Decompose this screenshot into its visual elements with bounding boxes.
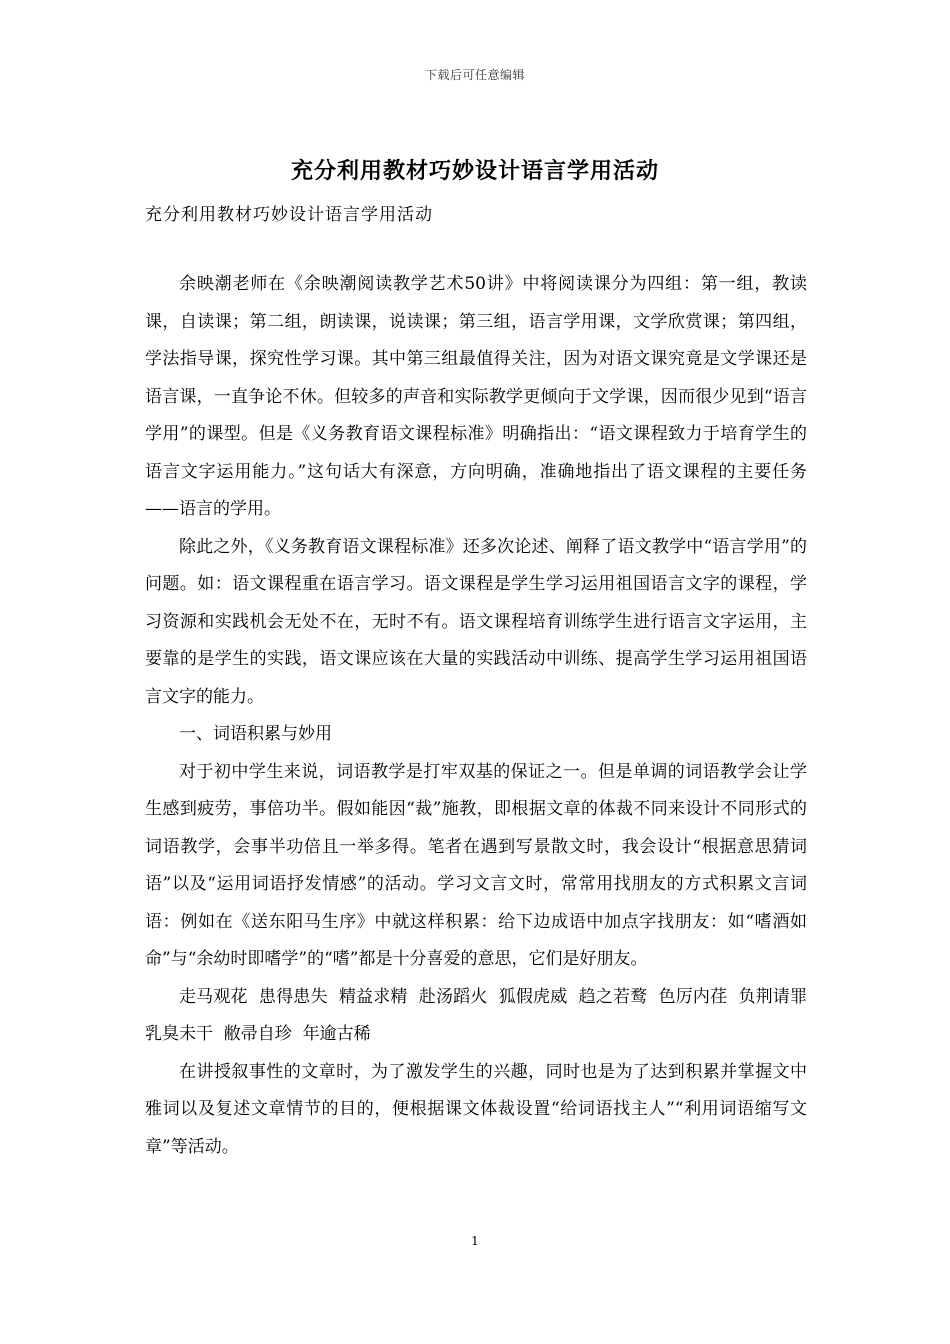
header-note: 下载后可任意编辑 <box>424 68 525 82</box>
section-heading: 一、词语积累与妙用 <box>179 724 332 744</box>
idiom-list: 走马观花 患得患失 精益求精 赴汤蹈火 狐假虎威 趋之若鹜 色厉内荏 负荆请罪 乳臭未干 敝帚自珍 年逾古稀 <box>145 986 818 1044</box>
paragraph: 余映潮老师在《余映潮阅读教学艺术50讲》中将阅读课分为四组：第一组，教读课，自读课；第二组，朗读课，说读课；第三组，语言学用课，文学欣赏课；第四组，学法指导课，探究性学习课。其中第三组最值得关注，因为对语文课究竟是文学课还是语言课，一直争论不休。但较多的声音和实际教学更倾向于文学课，因而很少见到“语言学用”的课型。但是《义务教育语文课程标准》明确指出：“语文课程致力于培育学生的语言文字运用能力。”这句话大有深意，方向明确，准确地指出了语文课程的主要任务——语言的学用。 <box>145 274 807 519</box>
paragraph: 除此之外，《义务教育语文课程标准》还多次论述、阐释了语文教学中“语言学用”的问题。如：语文课程重在语言学习。语文课程是学生学习运用祖国语言文字的课程，学习资源和实践机会无处不在，无时不有。语文课程培育训练学生进行语言文字运用，主要靠的是学生的实践，语文课应该在大量的实践活动中训练、提高学生学习运用祖国语言文字的能力。 <box>145 536 807 707</box>
page-number: 1 <box>471 1234 479 1248</box>
document-title: 充分利用教材巧妙设计语言学用活动 <box>290 158 659 184</box>
paragraph: 对于初中学生来说，词语教学是打牢双基的保证之一。但是单调的词语教学会让学生感到疲劳，事倍功半。假如能因“裁”施教，即根据文章的体裁不同来设计不同形式的词语教学，会事半功倍且一举多得。笔者在遇到写景散文时，我会设计“根据意思猜词语”以及“运用词语抒发情感”的活动。学习文言文时，常常用找朋友的方式积累文言词语：例如在《送东阳马生序》中就这样积累：给下边成语中加点字找朋友：如“嗜酒如命”与“余幼时即嗜学”的“嗜”都是十分喜爱的意思，它们是好朋友。 <box>145 761 807 969</box>
document-body <box>145 266 818 1166</box>
document-subtitle: 充分利用教材巧妙设计语言学用活动 <box>145 205 433 225</box>
paragraph: 在讲授叙事性的文章时，为了激发学生的兴趣，同时也是为了达到积累并掌握文中雅词以及复述文章情节的目的，便根据课文体裁设置“给词语找主人”“利用词语缩写文章”等活动。 <box>145 1061 807 1157</box>
